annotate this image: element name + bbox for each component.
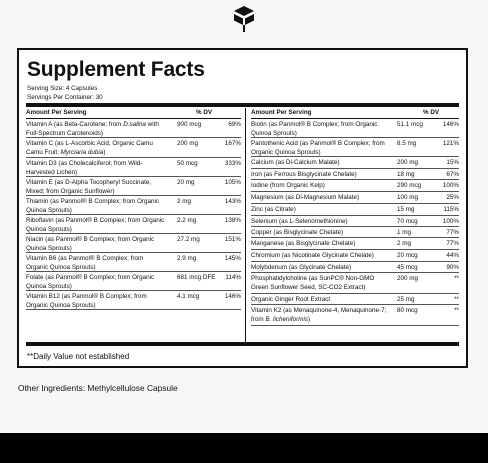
- nutrient-amount: 681 mcg DFE: [177, 274, 216, 281]
- nutrient-row: [26, 119, 241, 138]
- nutrient-dv: 69%: [228, 121, 241, 128]
- nutrient-amount: 25 mg: [397, 296, 415, 303]
- nutrient-dv: 143%: [224, 198, 241, 205]
- nutrient-amount: 51.1 mcg: [397, 121, 423, 128]
- nutrient-name: Iron (as Ferrous Bisglycinate Chelate): [251, 171, 357, 178]
- amount-header: Amount Per Serving: [26, 109, 87, 116]
- nutrient-row: [251, 262, 459, 273]
- nutrient-amount: 27.2 mg: [177, 236, 200, 243]
- panel-title: Supplement Facts: [27, 58, 205, 81]
- thick-divider-bottom: [26, 342, 459, 346]
- nutrient-dv: 67%: [446, 171, 459, 178]
- daily-value-footnote: **Daily Value not established: [27, 352, 130, 361]
- nutrient-name: Vitamin A (as Beta-Carotene; from D.salina with Full-Spectrum Carotenoids): [26, 121, 159, 137]
- left-column-header: [26, 108, 241, 119]
- nutrient-row: [251, 273, 459, 294]
- nutrient-dv: **: [454, 275, 459, 282]
- servings-per-container: Servings Per Container: 30: [27, 94, 103, 101]
- nutrient-amount: 20 mcg: [397, 252, 418, 259]
- nutrient-name: Pantothenic Acid (as Panmol® B Complex; from Organic Quinoa Sprouts): [251, 140, 385, 156]
- nutrient-name: Zinc (as Citrate): [251, 206, 296, 213]
- column-divider: [245, 108, 246, 342]
- nutrient-name: Vitamin B6 (as Panmol® B Complex; from Organic Quinoa Sprouts): [26, 255, 144, 271]
- right-column: [251, 108, 459, 326]
- supplement-facts-panel: [17, 48, 468, 368]
- nutrient-name: Organic Ginger Root Extract: [251, 296, 331, 303]
- nutrient-row: [251, 138, 459, 157]
- nutrient-amount: 8.5 mg: [397, 140, 417, 147]
- nutrient-name: Iodine (from Organic Kelp): [251, 182, 325, 189]
- nutrient-amount: 70 mcg: [397, 218, 418, 225]
- nutrient-amount: 4.1 mcg: [177, 293, 200, 300]
- nutrient-dv: 151%: [224, 236, 241, 243]
- nutrient-row: [26, 291, 241, 310]
- nutrient-row: [251, 250, 459, 262]
- nutrient-dv: 77%: [446, 229, 459, 236]
- nutrient-amount: 20 mg: [177, 179, 195, 186]
- nutrient-dv: 77%: [446, 240, 459, 247]
- nutrient-name: Biotin (as Panmol® B Complex; from Organic Quinoa Sprouts): [251, 121, 378, 137]
- nutrient-dv: 145%: [224, 255, 241, 262]
- nutrient-dv: 333%: [224, 160, 241, 167]
- nutrient-row: [26, 196, 241, 215]
- nutrient-name: Thiamin (as Panmol® B Complex; from Organic Quinoa Sprouts): [26, 198, 160, 214]
- nutrient-amount: 2 mg: [397, 240, 411, 247]
- nutrient-dv: 105%: [224, 179, 241, 186]
- nutrient-dv: 15%: [446, 159, 459, 166]
- nutrient-name: Manganese (as Bisglycinate Chelate): [251, 240, 356, 247]
- nutrient-name: Magnesium (as Di-Magnesium Malate): [251, 194, 360, 201]
- nutrient-name: Selenium (as L-Selenomethionine): [251, 218, 348, 225]
- nutrient-amount: 200 mg: [397, 275, 419, 282]
- nutrient-row: [251, 192, 459, 204]
- nutrient-name: Chromium (as Nicotinate Glycinate Chelate): [251, 252, 374, 259]
- nutrient-amount: 2.2 mg: [177, 217, 197, 224]
- bottom-bar: [0, 433, 488, 463]
- nutrient-name: Phosphatidylcholine (as SunPC® Non-GMO Green Sunflower Seed, SC-CO2 Extract): [251, 275, 375, 291]
- nutrient-dv: 114%: [225, 274, 241, 281]
- thick-divider-top: [26, 103, 459, 107]
- nutrient-row: [251, 119, 459, 138]
- nutrient-dv: 90%: [446, 264, 459, 271]
- nutrient-name: Vitamin E (as D-Alpha Tocopheryl Succinate, Mixed; from Organic Sunflower): [26, 179, 152, 195]
- dv-header: % DV: [196, 109, 213, 116]
- other-ingredients: Other Ingredients: Methylcellulose Capsule: [18, 383, 178, 393]
- nutrient-row: [251, 157, 459, 169]
- nutrient-name: Vitamin B12 (as Panmol® B Complex; from Organic Quinoa Sprouts): [26, 293, 147, 309]
- nutrient-row: [26, 177, 241, 196]
- nutrient-row: [26, 215, 241, 234]
- nutrient-amount: 200 mg: [177, 140, 199, 147]
- nutrient-dv: 100%: [442, 182, 459, 189]
- nutrient-amount: 45 mcg: [397, 264, 418, 271]
- serving-size: Serving Size: 4 Capsules: [27, 85, 98, 92]
- nutrient-dv: **: [454, 296, 459, 303]
- nutrient-amount: 15 mg: [397, 206, 415, 213]
- nutrient-name: Vitamin K2 (as Menaquinone-4, Menaquinone-7; from B. licheniformis): [251, 307, 387, 323]
- nutrient-row: [251, 180, 459, 192]
- nutrient-row: [26, 253, 241, 272]
- nutrient-row: [26, 138, 241, 158]
- amount-header: Amount Per Serving: [251, 109, 312, 116]
- nutrient-row: [251, 227, 459, 238]
- nutrient-row: [251, 169, 459, 180]
- nutrient-row: [251, 238, 459, 250]
- nutrient-name: Vitamin C (as L-Ascorbic Acid, Organic Camu Camu Fruit; Myrciaria dubia): [26, 140, 153, 156]
- dv-header: % DV: [423, 109, 440, 116]
- nutrient-amount: 50 mcg: [177, 160, 198, 167]
- nutrient-dv: 44%: [446, 252, 459, 259]
- left-column: [26, 108, 241, 310]
- nutrient-name: Niacin (as Panmol® B Complex; from Organic Quinoa Sprouts): [26, 236, 155, 252]
- nutrient-amount: 2.9 mg: [177, 255, 197, 262]
- nutrient-amount: 900 mcg: [177, 121, 202, 128]
- nutrient-amount: 80 mcg: [397, 307, 418, 314]
- nutrient-name: Vitamin D3 (as Cholecalciferol; from Wild-Harvested Lichen): [26, 160, 143, 176]
- nutrient-name: Calcium (as Di-Calcium Malate): [251, 159, 340, 166]
- nutrient-amount: 1 mg: [397, 229, 411, 236]
- nutrient-row: [251, 294, 459, 305]
- nutrient-dv: 100%: [442, 218, 459, 225]
- nutrient-dv: 121%: [442, 140, 459, 147]
- nutrient-row: [26, 234, 241, 253]
- nutrient-amount: 200 mg: [397, 159, 419, 166]
- right-column-header: [251, 108, 459, 119]
- nutrient-amount: 100 mg: [397, 194, 419, 201]
- nutrient-row: [251, 216, 459, 227]
- nutrient-amount: 18 mg: [397, 171, 415, 178]
- nutrient-dv: 167%: [224, 140, 241, 147]
- nutrient-row: [251, 204, 459, 216]
- nutrient-name: Copper (as Bisglycinate Chelate): [251, 229, 344, 236]
- nutrient-dv: **: [454, 307, 459, 314]
- nutrient-row: [251, 305, 459, 326]
- nutrient-dv: 146%: [442, 121, 459, 128]
- nutrient-dv: 146%: [224, 293, 241, 300]
- nutrient-row: [26, 158, 241, 177]
- nutrient-dv: 138%: [224, 217, 241, 224]
- nutrient-amount: 2 mg: [177, 198, 191, 205]
- nutrient-row: [26, 272, 241, 291]
- brand-leaf-logo-icon: [233, 6, 255, 32]
- nutrient-name: Molybdenum (as Glycinate Chelate): [251, 264, 352, 271]
- nutrient-name: Folate (as Panmol® B Complex; from Organic Quinoa Sprouts): [26, 274, 155, 290]
- nutrient-name: Riboflavin (as Panmol® B Complex; from Organic Quinoa Sprouts): [26, 217, 165, 233]
- nutrient-dv: 25%: [446, 194, 459, 201]
- nutrient-amount: 290 mcg: [397, 182, 422, 189]
- nutrient-dv: 115%: [443, 206, 459, 213]
